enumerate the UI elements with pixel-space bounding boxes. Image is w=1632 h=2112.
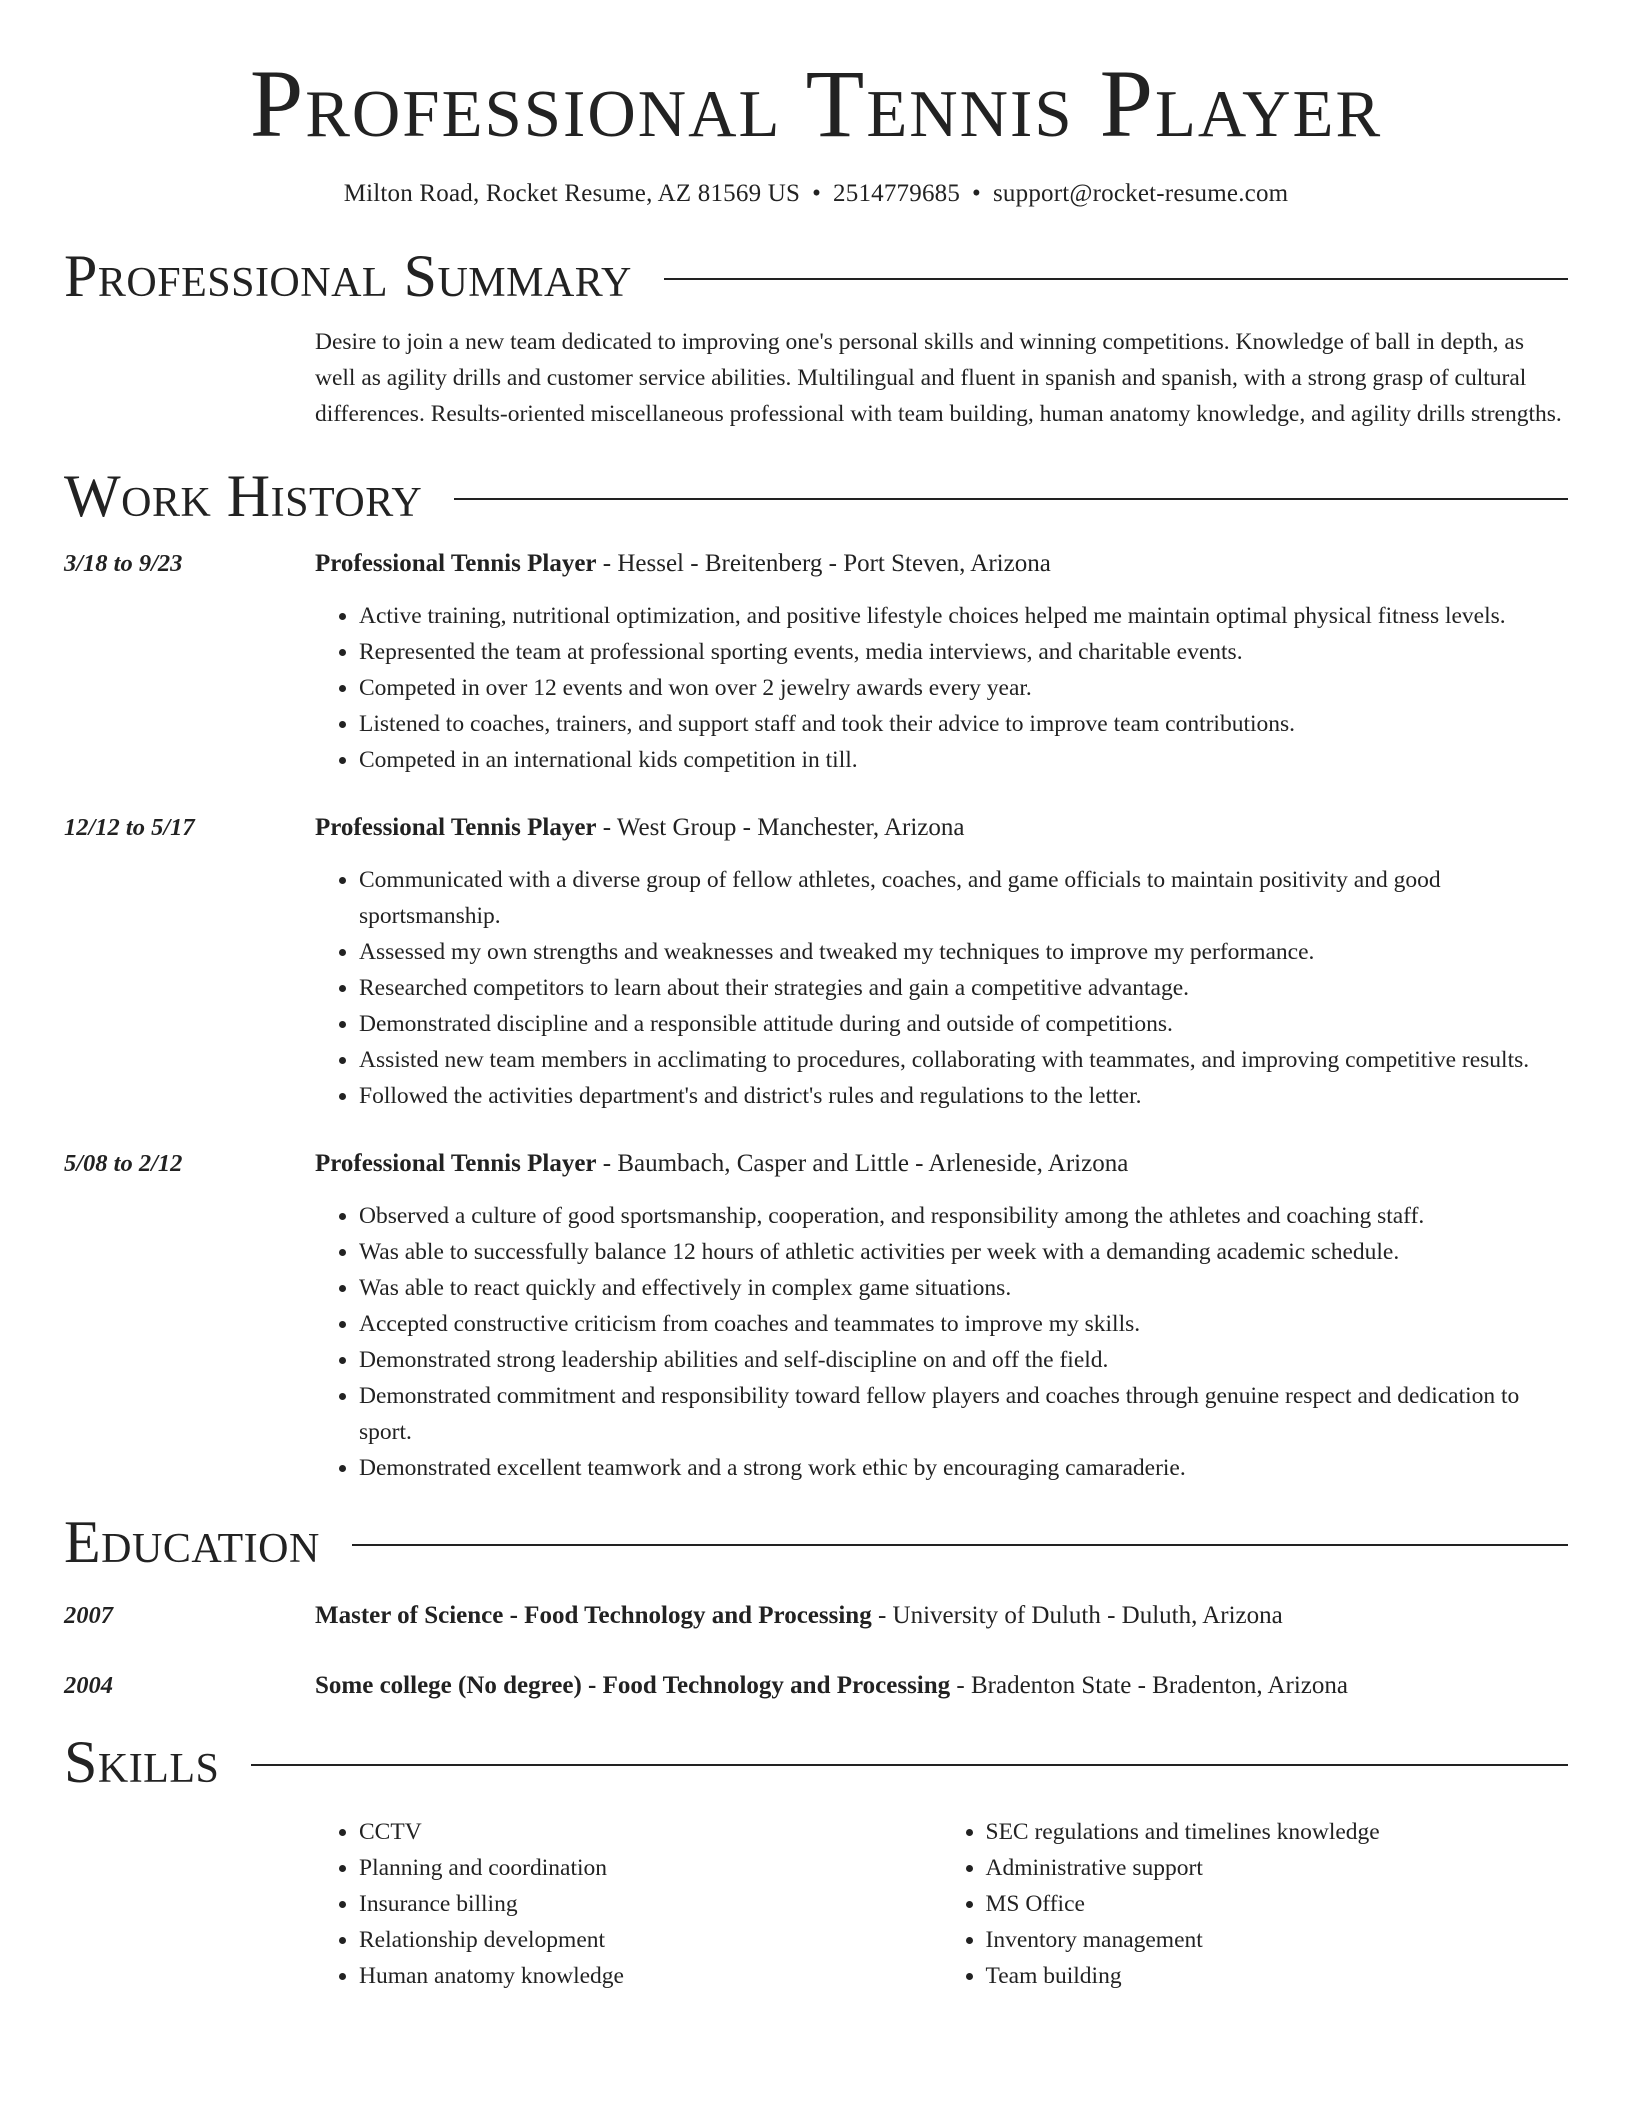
work-bullet: • Accepted constructive criticism from coaches and teammates to improve my skills. — [359, 1306, 1568, 1342]
work-entry-bullets — [315, 1198, 1568, 1486]
skill-item: • Planning and coordination — [359, 1850, 942, 1886]
work-entry — [64, 810, 1568, 1114]
skills-section-header — [64, 1729, 1568, 1795]
work-entry-heading — [315, 546, 1568, 582]
contact-email: support@rocket-resume.com — [993, 180, 1289, 207]
education-entry — [64, 1668, 1568, 1704]
work-bullet: • Assisted new team members in acclimating to procedures, collaborating with teammates, and improving competitive results. — [359, 1042, 1568, 1078]
skill-item: • SEC regulations and timelines knowledge — [986, 1814, 1569, 1850]
work-entry-body — [315, 810, 1568, 1114]
work-bullet: • Represented the team at professional sporting events, media interviews, and charitable events. — [359, 634, 1568, 670]
work-bullet: • Competed in an international kids competition in till. — [359, 742, 1568, 778]
summary-text: Desire to join a new team dedicated to improving one's personal skills and winning competitions. Knowledge of ball in depth, as well as agility drills and customer service abilities. Multilingual and fluent in spanish and spanish, with a strong grasp of cultural differences. Results-oriented miscellaneous professional with team building, human anatomy knowledge, and agility drills strengths. — [315, 329, 1562, 427]
work-bullet: • Followed the activities department's and district's rules and regulations to the letter. — [359, 1078, 1568, 1114]
work-entry-date: 12/12 to 5/17 — [64, 814, 195, 841]
work-entry-heading — [315, 810, 1568, 846]
skills-section-title: Skills — [64, 1729, 220, 1795]
work-section-header — [64, 463, 1568, 529]
work-bullet: • Communicated with a diverse group of fellow athletes, coaches, and game officials to maintain positivity and good sportsmanship. — [359, 862, 1568, 934]
contact-phone: 2514779685 — [833, 180, 961, 207]
work-bullet: • Demonstrated strong leadership abilities and self-discipline on and off the field. — [359, 1342, 1568, 1378]
work-bullet: • Demonstrated excellent teamwork and a strong work ethic by encouraging camaraderie. — [359, 1450, 1568, 1486]
education-section-header — [64, 1509, 1568, 1575]
skill-item: • Team building — [986, 1958, 1569, 1994]
work-bullet: • Demonstrated discipline and a responsible attitude during and outside of competitions. — [359, 1006, 1568, 1042]
summary-section-header — [64, 243, 1568, 309]
skill-item: • Inventory management — [986, 1922, 1569, 1958]
contact-address: Milton Road, Rocket Resume, AZ 81569 US — [343, 180, 801, 207]
work-bullet: • Was able to successfully balance 12 hours of athletic activities per week with a demanding academic schedule. — [359, 1234, 1568, 1270]
work-bullet: • Demonstrated commitment and responsibility toward fellow players and coaches through genuine respect and dedication to sport. — [359, 1378, 1568, 1450]
work-bullet: • Active training, nutritional optimization, and positive lifestyle choices helped me maintain optimal physical fitness levels. — [359, 598, 1568, 634]
work-entry-role: Professional Tennis Player — [315, 550, 597, 577]
education-heading — [315, 1668, 1568, 1704]
skill-item: • CCTV — [359, 1814, 942, 1850]
work-entry-role: Professional Tennis Player — [315, 814, 597, 841]
work-bullet: • Researched competitors to learn about their strategies and gain a competitive advantage. — [359, 970, 1568, 1006]
education-degree: Master of Science - Food Technology and Processing — [315, 1602, 872, 1629]
work-entry-date: 3/18 to 9/23 — [64, 550, 183, 577]
work-bullet: • Assessed my own strengths and weaknesses and tweaked my techniques to improve my performance. — [359, 934, 1568, 970]
skills-left-column — [315, 1814, 942, 1994]
work-bullet: • Competed in over 12 events and won over 2 jewelry awards every year. — [359, 670, 1568, 706]
work-entry — [64, 1146, 1568, 1486]
education-date: 2004 — [64, 1672, 113, 1699]
work-entry-bullets — [315, 862, 1568, 1114]
education-date: 2007 — [64, 1602, 113, 1629]
section-divider — [664, 278, 1568, 280]
work-entry-company: - Baumbach, Casper and Little - Arleneside, Arizona — [596, 1150, 1129, 1177]
education-school: - Bradenton State - Bradenton, Arizona — [950, 1672, 1348, 1699]
work-bullet: • Was able to react quickly and effectively in complex game situations. — [359, 1270, 1568, 1306]
skills-right-column — [942, 1814, 1569, 1994]
work-entry-heading — [315, 1146, 1568, 1182]
contact-separator: • — [812, 180, 822, 207]
skill-item: • Relationship development — [359, 1922, 942, 1958]
contact-line — [64, 180, 1568, 208]
skill-item: • Administrative support — [986, 1850, 1569, 1886]
work-entry-body — [315, 546, 1568, 778]
education-body — [315, 1598, 1568, 1634]
work-section-title: Work History — [64, 463, 423, 529]
education-section-title: Education — [64, 1509, 320, 1575]
skill-item: • Insurance billing — [359, 1886, 942, 1922]
education-school: - University of Duluth - Duluth, Arizona — [871, 1602, 1283, 1629]
work-bullet: • Observed a culture of good sportsmanship, cooperation, and responsibility among the athletes and coaching staff. — [359, 1198, 1568, 1234]
education-degree: Some college (No degree) - Food Technology and Processing — [315, 1672, 951, 1699]
work-entry-company: - Hessel - Breitenberg - Port Steven, Arizona — [596, 550, 1051, 577]
work-entry — [64, 546, 1568, 778]
education-entry — [64, 1598, 1568, 1634]
work-entry-company: - West Group - Manchester, Arizona — [596, 814, 965, 841]
work-bullet: • Listened to coaches, trainers, and support staff and took their advice to improve team contributions. — [359, 706, 1568, 742]
work-entry-date: 5/08 to 2/12 — [64, 1150, 183, 1177]
skill-item: • Human anatomy knowledge — [359, 1958, 942, 1994]
section-divider — [352, 1544, 1568, 1546]
section-divider — [251, 1764, 1568, 1766]
resume-name: Professional Tennis Player — [249, 50, 1383, 157]
skill-item: • MS Office — [986, 1886, 1569, 1922]
section-divider — [454, 498, 1568, 500]
summary-section-title: Professional Summary — [64, 243, 632, 309]
education-body — [315, 1668, 1568, 1704]
education-heading — [315, 1598, 1568, 1634]
contact-separator: • — [972, 180, 981, 207]
work-entry-body — [315, 1146, 1568, 1486]
skills-columns — [315, 1814, 1568, 1994]
work-entry-bullets — [315, 598, 1568, 778]
work-entry-role: Professional Tennis Player — [315, 1150, 597, 1177]
